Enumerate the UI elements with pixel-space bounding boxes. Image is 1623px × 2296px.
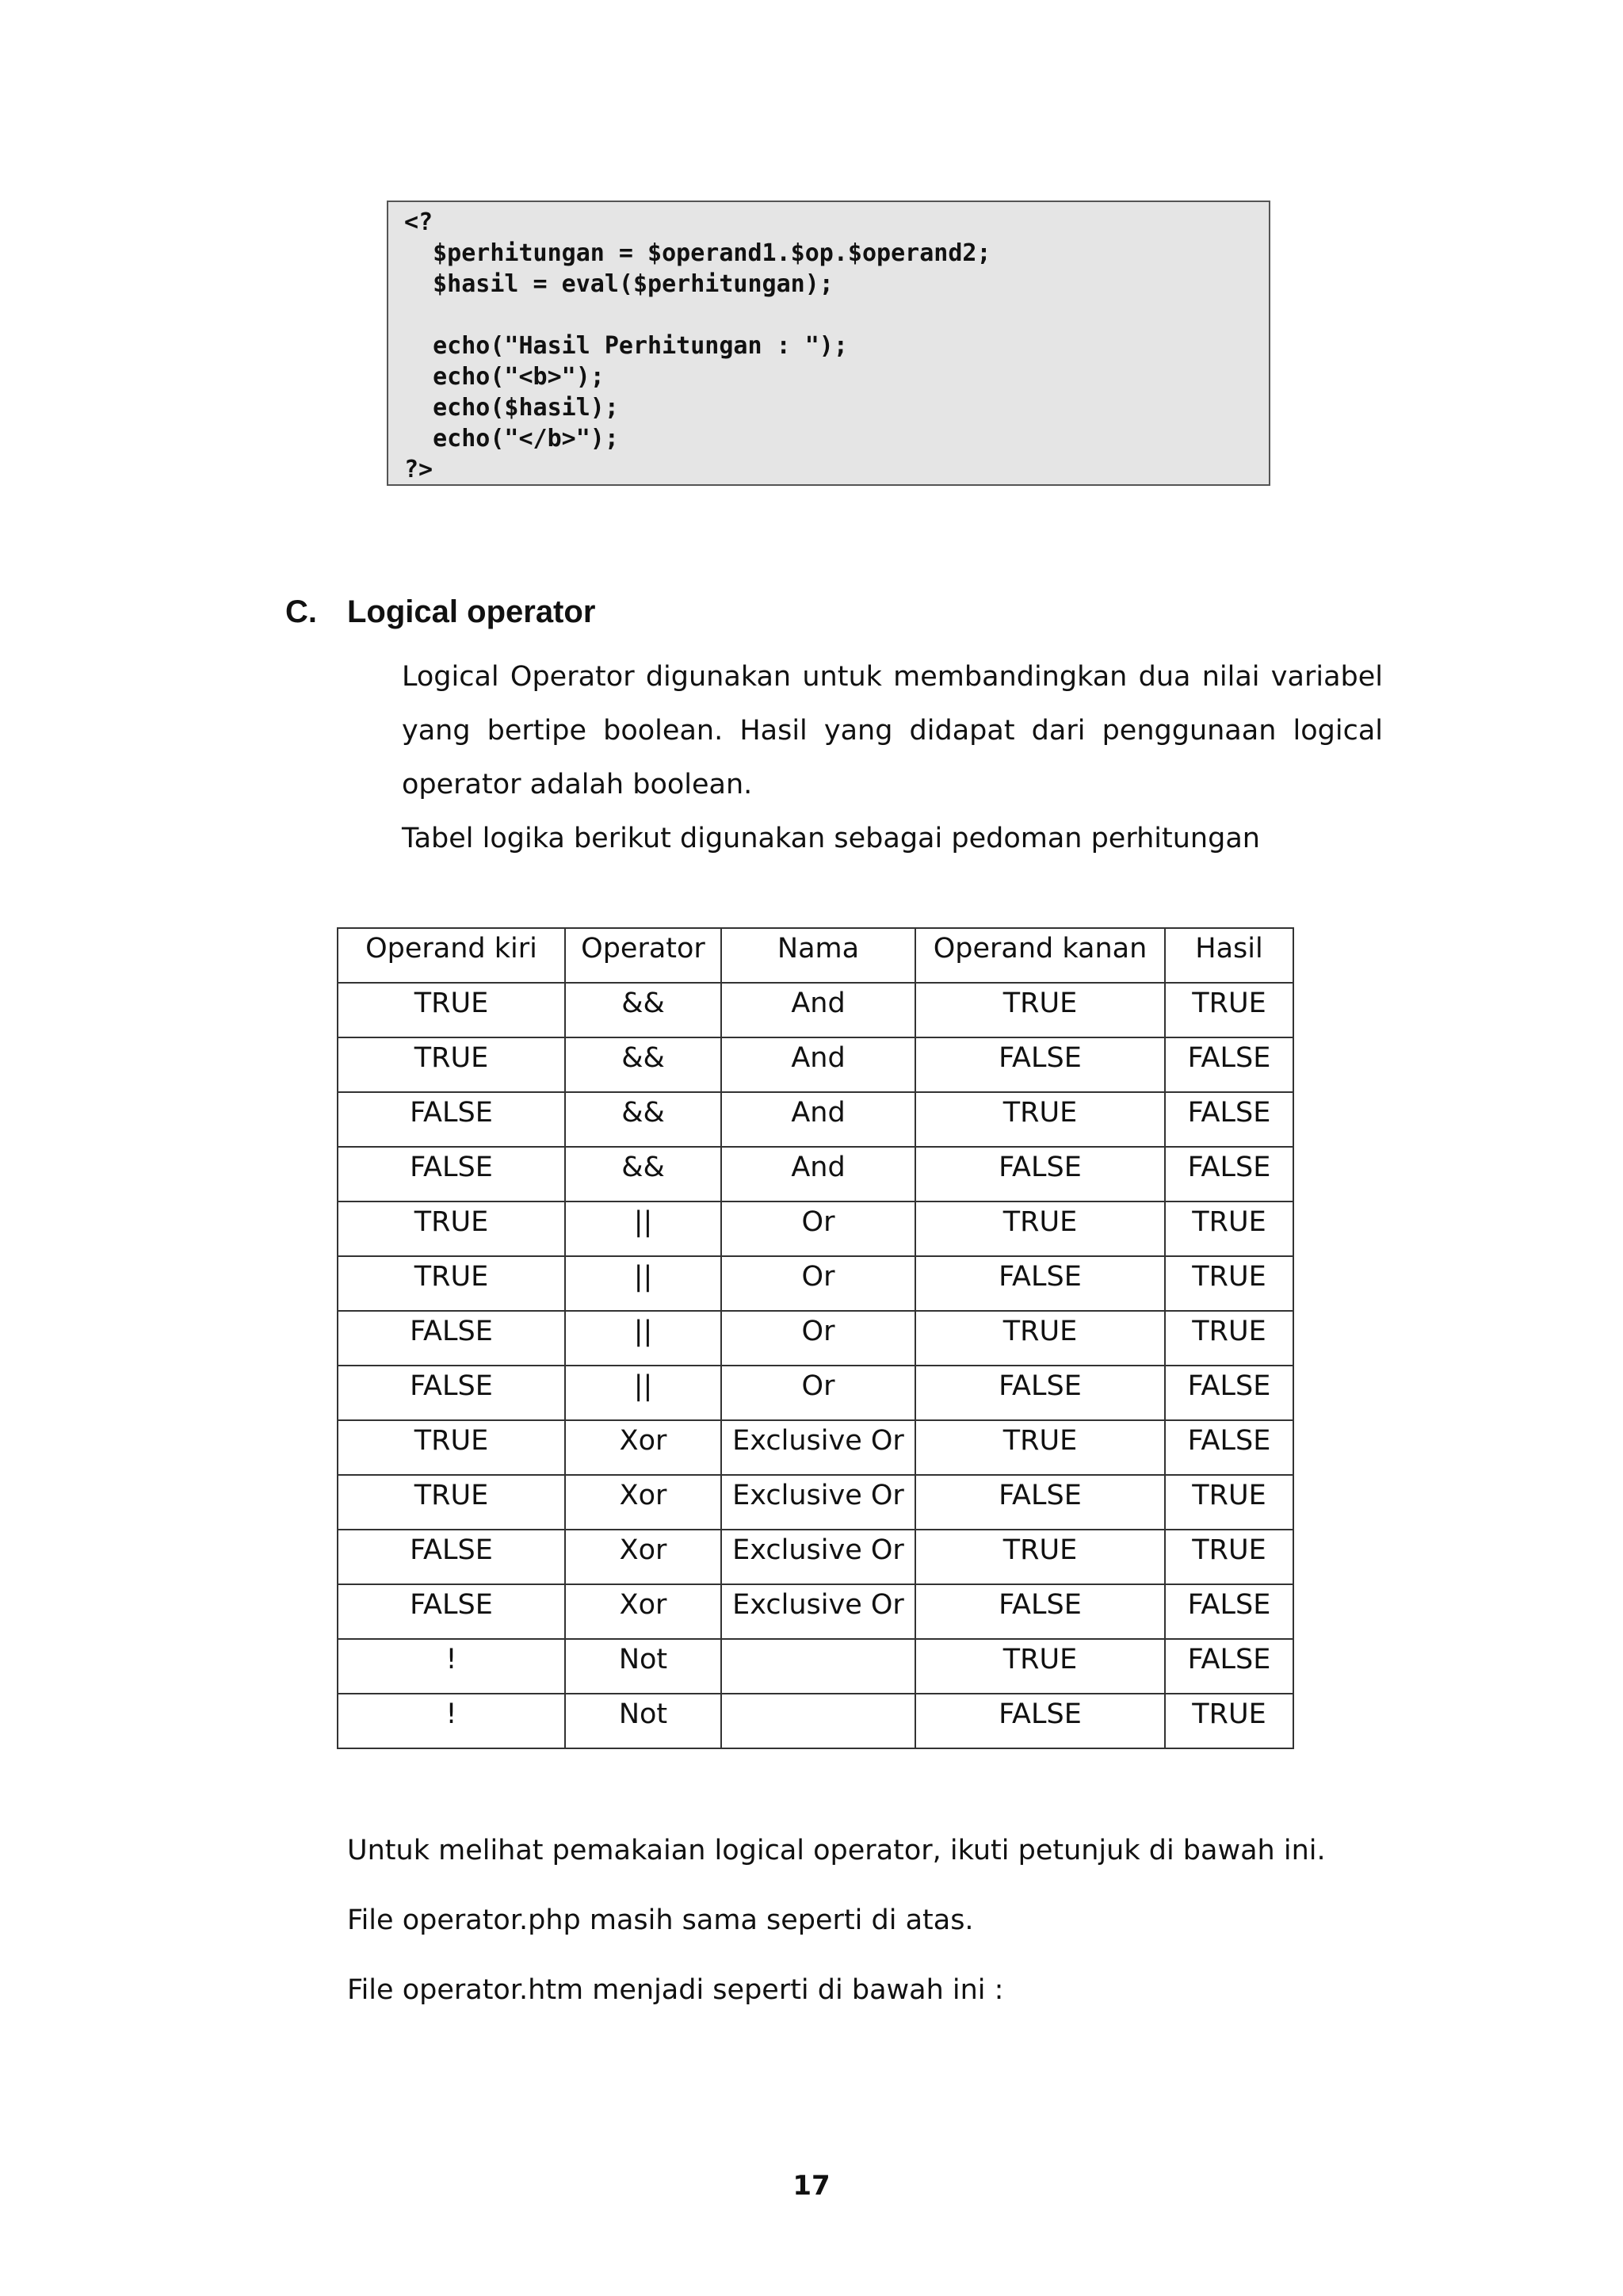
table-row	[338, 1092, 1293, 1147]
table-cell: Xor	[565, 1530, 721, 1584]
table-row	[338, 1530, 1293, 1584]
code-block	[387, 201, 1270, 486]
header-name: Nama	[721, 928, 915, 983]
table-row	[338, 1366, 1293, 1420]
table-cell: Or	[721, 1366, 915, 1420]
table-cell: Exclusive Or	[721, 1420, 915, 1475]
header-result: Hasil	[1165, 928, 1293, 983]
table-cell: Or	[721, 1311, 915, 1366]
table-cell: FALSE	[338, 1530, 565, 1584]
table-cell: FALSE	[338, 1092, 565, 1147]
table-cell: !	[338, 1694, 565, 1748]
code-line: echo("Hasil Perhitungan : ");	[404, 332, 848, 360]
table-cell: TRUE	[915, 1201, 1165, 1256]
table-cell: TRUE	[1165, 1311, 1293, 1366]
logic-table-container	[337, 927, 1294, 1749]
table-cell: ||	[565, 1256, 721, 1311]
table-cell: TRUE	[915, 983, 1165, 1037]
code-line: ?>	[404, 456, 433, 483]
table-cell: &&	[565, 1037, 721, 1092]
code-line: echo("<b>");	[404, 363, 605, 391]
table-cell: TRUE	[1165, 1201, 1293, 1256]
table-cell: FALSE	[915, 1037, 1165, 1092]
table-row	[338, 983, 1293, 1037]
paragraph-table-caption: Tabel logika berikut digunakan sebagai pedoman perhitungan	[402, 823, 1260, 854]
table-row	[338, 1475, 1293, 1530]
table-cell: TRUE	[1165, 1256, 1293, 1311]
table-row	[338, 1639, 1293, 1694]
paragraph-intro: Logical Operator digunakan untuk membandingkan dua nilai variabel yang bertipe boolean. Hasil yang didapat dari penggunaan logical operator adalah boolean.	[402, 661, 1383, 800]
table-row	[338, 1201, 1293, 1256]
table-cell: FALSE	[1165, 1037, 1293, 1092]
page-number: 17	[792, 2170, 831, 2202]
table-cell: TRUE	[1165, 1694, 1293, 1748]
table-cell: FALSE	[338, 1311, 565, 1366]
table-cell: And	[721, 1147, 915, 1201]
table-cell	[721, 1639, 915, 1694]
table-row	[338, 1256, 1293, 1311]
table-cell: Not	[565, 1639, 721, 1694]
table-cell: TRUE	[338, 1420, 565, 1475]
table-cell	[721, 1694, 915, 1748]
table-cell: FALSE	[915, 1256, 1165, 1311]
table-cell: TRUE	[338, 1037, 565, 1092]
body-text	[402, 650, 1383, 865]
code-line: <?	[404, 208, 433, 236]
table-row	[338, 1584, 1293, 1639]
table-cell: ||	[565, 1366, 721, 1420]
table-cell: FALSE	[1165, 1639, 1293, 1694]
table-cell: FALSE	[915, 1584, 1165, 1639]
table-row	[338, 1147, 1293, 1201]
table-cell: Not	[565, 1694, 721, 1748]
table-cell: ||	[565, 1311, 721, 1366]
table-header-row	[338, 928, 1293, 983]
table-cell: Xor	[565, 1420, 721, 1475]
table-cell: FALSE	[915, 1147, 1165, 1201]
table-cell: &&	[565, 983, 721, 1037]
table-cell: TRUE	[915, 1530, 1165, 1584]
table-cell: FALSE	[338, 1366, 565, 1420]
header-operator: Operator	[565, 928, 721, 983]
table-cell: Or	[721, 1201, 915, 1256]
table-cell: FALSE	[1165, 1092, 1293, 1147]
header-operand-left: Operand kiri	[338, 928, 565, 983]
table-cell: TRUE	[915, 1639, 1165, 1694]
table-cell: TRUE	[915, 1092, 1165, 1147]
table-cell: FALSE	[338, 1147, 565, 1201]
table-cell: Or	[721, 1256, 915, 1311]
section-letter: C.	[285, 594, 317, 629]
table-row	[338, 1694, 1293, 1748]
table-cell: FALSE	[1165, 1584, 1293, 1639]
table-row	[338, 1037, 1293, 1092]
table-cell: FALSE	[1165, 1420, 1293, 1475]
table-cell: TRUE	[1165, 983, 1293, 1037]
table-cell: TRUE	[915, 1311, 1165, 1366]
table-cell: FALSE	[915, 1694, 1165, 1748]
table-cell: ||	[565, 1201, 721, 1256]
table-cell: FALSE	[338, 1584, 565, 1639]
header-operand-right: Operand kanan	[915, 928, 1165, 983]
table-cell: !	[338, 1639, 565, 1694]
table-cell: TRUE	[1165, 1475, 1293, 1530]
logic-table	[337, 927, 1294, 1749]
table-cell: And	[721, 1037, 915, 1092]
table-cell: &&	[565, 1147, 721, 1201]
instruction-line: Untuk melihat pemakaian logical operator, ikuti petunjuk di bawah ini.	[347, 1835, 1326, 1866]
table-cell: FALSE	[915, 1366, 1165, 1420]
section-title: Logical operator	[347, 594, 596, 629]
instruction-line: File operator.php masih sama seperti di atas.	[347, 1904, 974, 1936]
table-cell: Xor	[565, 1475, 721, 1530]
table-cell: TRUE	[338, 983, 565, 1037]
table-row	[338, 1311, 1293, 1366]
table-cell: Exclusive Or	[721, 1475, 915, 1530]
table-cell: TRUE	[338, 1475, 565, 1530]
section-heading	[285, 590, 595, 634]
table-cell: TRUE	[1165, 1530, 1293, 1584]
table-cell: Exclusive Or	[721, 1584, 915, 1639]
table-cell: FALSE	[1165, 1147, 1293, 1201]
table-row	[338, 1420, 1293, 1475]
table-cell: Exclusive Or	[721, 1530, 915, 1584]
code-line	[404, 300, 1269, 330]
table-cell: &&	[565, 1092, 721, 1147]
instruction-line: File operator.htm menjadi seperti di bawah ini :	[347, 1974, 1004, 2006]
table-cell: Xor	[565, 1584, 721, 1639]
table-cell: TRUE	[338, 1201, 565, 1256]
code-line: echo("</b>");	[404, 425, 619, 453]
closing-text	[347, 1827, 1457, 2036]
table-cell: FALSE	[1165, 1366, 1293, 1420]
table-cell: TRUE	[915, 1420, 1165, 1475]
code-line: $hasil = eval($perhitungan);	[404, 270, 834, 298]
code-line: echo($hasil);	[404, 394, 619, 422]
code-line: $perhitungan = $operand1.$op.$operand2;	[404, 239, 991, 267]
table-cell: And	[721, 1092, 915, 1147]
table-cell: And	[721, 983, 915, 1037]
table-cell: FALSE	[915, 1475, 1165, 1530]
table-cell: TRUE	[338, 1256, 565, 1311]
